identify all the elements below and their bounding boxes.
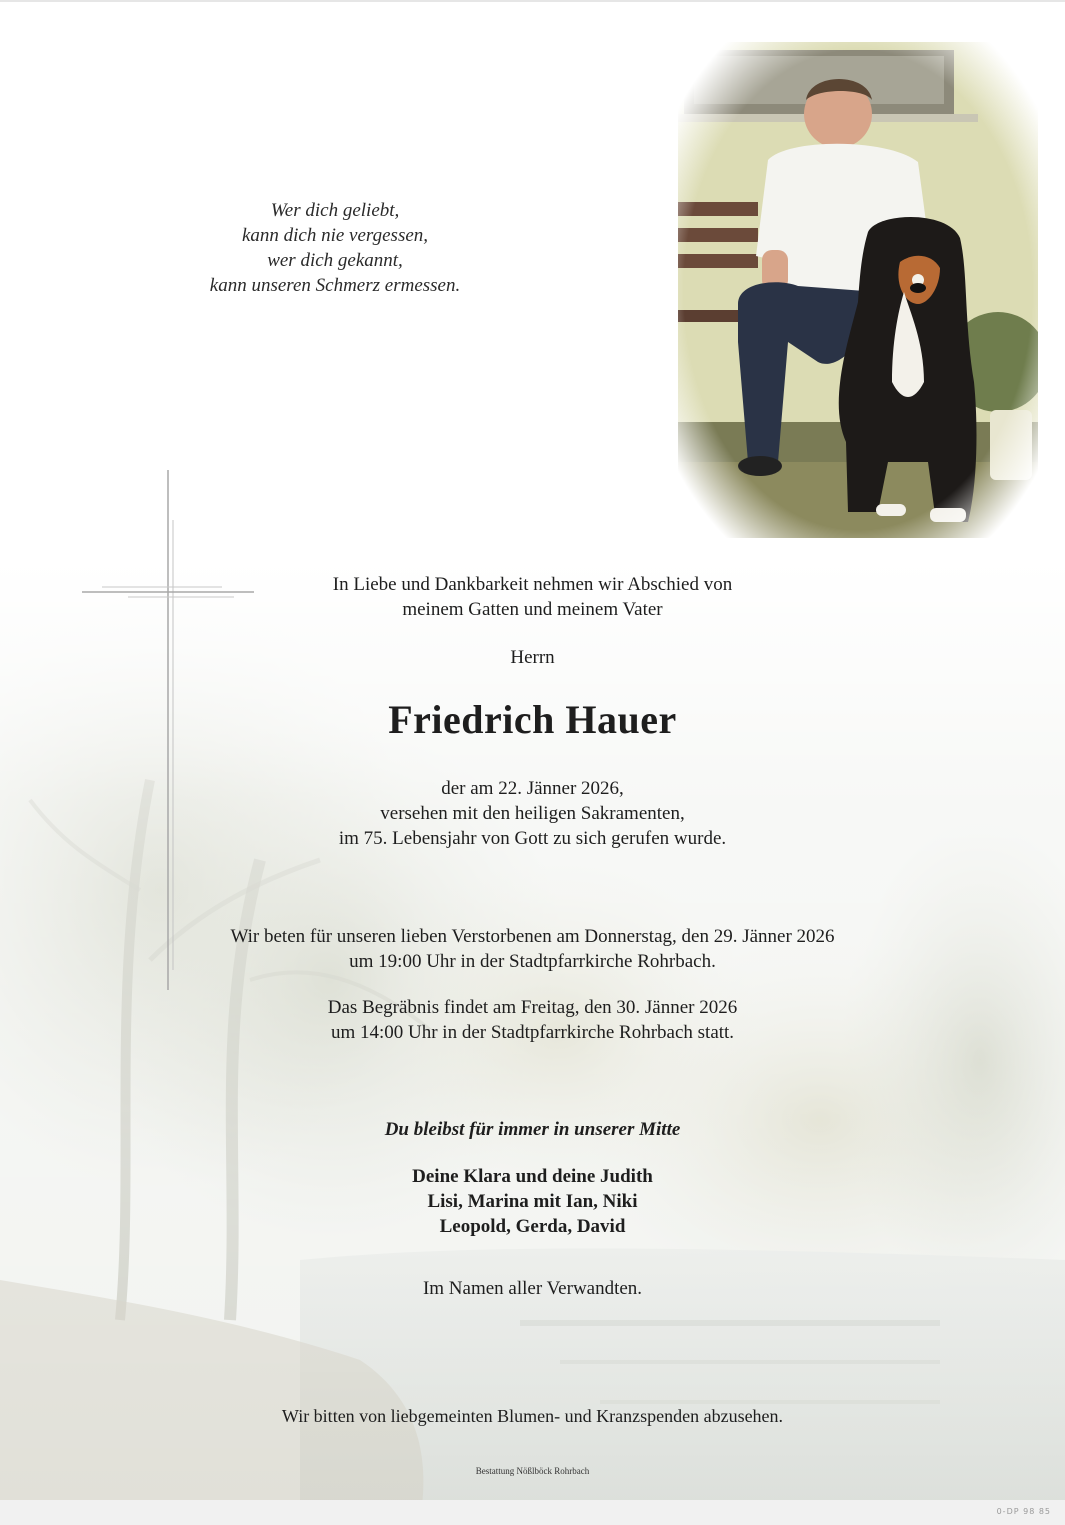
details-line: im 75. Lebensjahr von Gott zu sich gerufen wurde. (338, 828, 727, 849)
poem-line: wer dich gekannt, (267, 250, 403, 271)
intro-text (0, 572, 1065, 622)
memorial-motto: Du bleibst für immer in unserer Mitte (384, 1119, 681, 1140)
salutation: Herrn (510, 647, 555, 668)
deceased-name: Friedrich Hauer (388, 697, 677, 742)
funeral-line: Das Begräbnis findet am Freitag, den 30. Jänner 2026 (327, 997, 738, 1018)
intro-line: meinem Gatten und meinem Vater (402, 599, 663, 620)
mourners-list (0, 1164, 1065, 1239)
death-details (0, 776, 1065, 851)
details-line: der am 22. Jänner 2026, (441, 778, 624, 799)
poem-line: Wer dich geliebt, (270, 200, 400, 221)
intro-line: In Liebe und Dankbarkeit nehmen wir Abschied von (332, 574, 733, 595)
funeral-line: um 14:00 Uhr in der Stadtpfarrkirche Rohrbach statt. (330, 1022, 735, 1043)
portrait-photo (678, 42, 1038, 538)
flower-request: Wir bitten von liebgemeinten Blumen- und Kranzspenden abzusehen. (281, 1406, 784, 1426)
details-line: versehen mit den heiligen Sakramenten, (380, 803, 685, 824)
top-divider (0, 0, 1065, 2)
prayer-service (0, 924, 1065, 974)
mourners-line: Deine Klara und deine Judith (412, 1166, 653, 1187)
mourners-line: Lisi, Marina mit Ian, Niki (427, 1191, 638, 1212)
funeral-info (0, 995, 1065, 1045)
poem-line: kann dich nie vergessen, (241, 225, 429, 246)
mourners-line: Leopold, Gerda, David (439, 1216, 626, 1237)
relatives-note: Im Namen aller Verwandten. (422, 1278, 643, 1299)
poem-verse (180, 198, 490, 298)
poem-line: kann unseren Schmerz ermessen. (209, 275, 461, 296)
prayer-line: um 19:00 Uhr in der Stadtpfarrkirche Rohrbach. (349, 951, 716, 972)
undertaker-credit: Bestattung Nößlböck Rohrbach (475, 1466, 590, 1476)
bottom-band (0, 1500, 1065, 1525)
page-code: 0-DP 98 85 (996, 1507, 1051, 1516)
prayer-line: Wir beten für unseren lieben Verstorbenen am Donnerstag, den 29. Jänner 2026 (230, 926, 835, 947)
